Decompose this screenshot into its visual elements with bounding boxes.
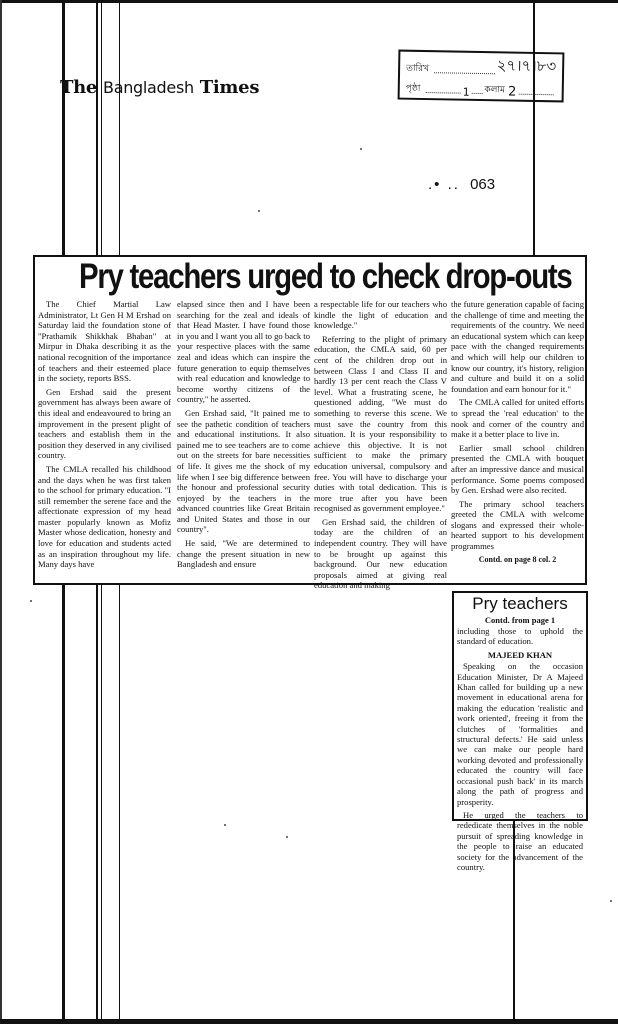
paragraph: including those to uphold the standard of education. <box>457 626 583 647</box>
masthead-the: The <box>60 77 98 98</box>
paragraph: The CMLA recalled his childhood and the days when he was first taken to the school for primary education. "I still remember the serene face and the affectionate expression of my head master popularly known as Mofiz Master whose dedication, honesty and love for education and students acted as an inspiration throughout my life. Many days have <box>38 463 171 570</box>
stamp-dotted-line <box>425 92 460 94</box>
scan-top-edge <box>0 0 618 3</box>
scan-speck <box>258 210 260 212</box>
scan-speck <box>286 836 288 838</box>
paragraph: Gen Ershad said the present government has always been aware of this ideal and endeavoured to bring an improvement in the present plight of teachers and establish them in the position they deserved in any civilised country. <box>38 386 171 461</box>
stamp-column-value: 2 <box>507 84 517 100</box>
paragraph: elapsed since then and I have been searching for the zeal and ideals of that Head Master. I have found those in you and I want you all to go back to your respective places with the same zeal and ideas which can inspire the future generation to equip themselves with real education and knowledge to become worthy citizens of the country," he asserted. <box>177 299 310 405</box>
page-number-value: 063 <box>470 176 496 193</box>
masthead-times: Times <box>199 77 260 98</box>
article-clipping <box>33 255 587 591</box>
stamp-date-label: তারিখ <box>406 63 430 75</box>
paragraph: The primary school teachers greeted the CMLA with welcome slogans and expressed their whole-hearted support to his development programmes <box>451 498 584 552</box>
paragraph: Gen Ershad said, the children of today are the children of an independent country. They will have to be brought up against this background. Our new education proposals aimed at giving real education and making <box>314 516 447 591</box>
continuation-body <box>457 626 583 872</box>
scan-bottom-edge <box>0 1019 618 1024</box>
stamp-date-value: ২৭।৭।৮৩ <box>496 56 557 76</box>
continuation-clipping <box>452 591 588 872</box>
paragraph: Referring to the plight of primary education, the CMLA said, 60 per cent of the children drop out in between Class I and Class II and hardly 13 per cent reach the Class V level. What a frustrating scene, he questioned adding, "We must do something to reverse this scene. We must save the country from this situation. It is your responsibility to achieve this objective. It is not sufficient to make the primary education universal, compulsory and free. You will have to discharge your duties with total dedication. This is more true after you have been recognised as government employee." <box>314 333 447 514</box>
stamp-page-value: 1 <box>462 85 470 99</box>
continuation-headline: Pry teachers <box>472 594 568 613</box>
article-column-1 <box>38 299 171 573</box>
stamp-page-label: পৃষ্ঠা <box>405 83 421 94</box>
article-column-4 <box>451 299 584 568</box>
paragraph: Earlier small school children presented the CMLA with bouquet after an impressive dance and musical performance. Some poems composed by Gen. Ershad were also recited. <box>451 442 584 496</box>
paragraph: a respectable life for our teachers who kindle the light of education and knowledge." <box>314 299 447 331</box>
article-column-3 <box>314 299 447 594</box>
newspaper-masthead <box>60 77 259 98</box>
article-headline: Pry teachers urged to check drop-outs <box>79 257 572 296</box>
scan-speck <box>30 600 32 602</box>
paragraph: The Chief Martial Law Administrator, Lt Gen H M Ershad on Saturday laid the foundation stone of "Prathamik Shikkhak Bhaban" at Mirpur in Dhaka describing it as the national recognition of the importance of teachers and their esteemed place in the society, reports BSS. <box>38 299 171 384</box>
stamp-dotted-line <box>434 72 495 74</box>
continued-from-note: Contd. from page 1 <box>484 615 556 625</box>
masthead-name: Bangladesh <box>103 78 194 97</box>
scan-left-edge <box>0 0 2 1024</box>
stamp-column-label: কলাম <box>484 85 506 96</box>
continuation-subhead: MAJEED KHAN <box>487 649 553 660</box>
paragraph: Speaking on the occasion Education Minister, Dr A Majeed Khan called for building up a new movement in educational arena for making the education 'realistic and work oriented', freeing it from the clutches of 'formalities and structural defects.' He said unless we can make our people hard working devoted and professionally educated the country will face occasional push back' in its march along the path of progress and prosperity. <box>457 661 583 807</box>
paragraph: He said, "We are determined to change the present situation in new Bangladesh and ensure <box>177 538 310 570</box>
stamp-dotted-line <box>518 94 553 96</box>
archive-stamp <box>398 50 565 103</box>
stamp-dotted-line <box>472 93 483 94</box>
continued-note: Contd. on page 8 col. 2 <box>478 554 557 564</box>
article-column-2 <box>177 299 310 573</box>
scan-speck <box>610 900 612 902</box>
stamp-date-row <box>406 56 556 79</box>
paragraph: The CMLA called for united efforts to spread the 'real education' to the nook and corner of the country and make it a better place to live in. <box>451 397 584 440</box>
binder-line <box>533 0 535 255</box>
archive-page-number <box>428 176 495 193</box>
scan-speck <box>224 824 226 826</box>
paragraph: Gen Ershad said, "It pained me to see the pathetic condition of teachers and educational institutions. It also pained me to see teachers are to come out on the streets for bare necessities of life. It gives me the shock of my life when I see big difference between the honour and professional security enjoyed by the teachers in the advanced countries like Great Britain and United States and those in our country". <box>177 407 310 535</box>
page-number-dots: .• .. <box>428 176 460 193</box>
scan-speck <box>360 148 362 150</box>
paragraph: He urged the teachers to rededicate themselves in the noble pursuit of spreading knowledge in the people to raise an educated society for the advancement of the country. <box>457 809 583 872</box>
paragraph: the future generation capable of facing the challenge of time and meeting the requirements of the country. We need an educational system which can keep pace with the changed requirements and which will help our children to know our country, it's history, religion and culture and build it on a solid foundation and earn honour for it." <box>451 299 584 394</box>
